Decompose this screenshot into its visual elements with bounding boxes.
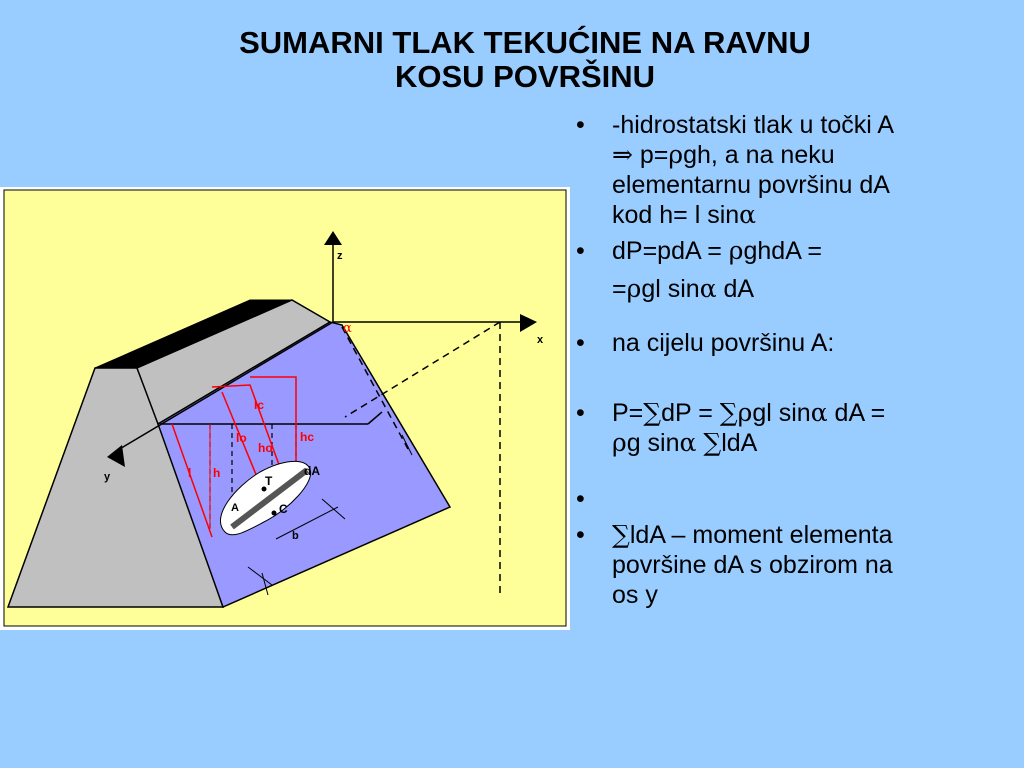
title-line-2: KOSU POVRŠINU bbox=[394, 59, 656, 94]
math-symbol: ρ bbox=[668, 140, 684, 169]
label-x: x bbox=[537, 334, 544, 346]
bullet-dot: • bbox=[576, 237, 585, 265]
bullet-dot: • bbox=[576, 329, 585, 357]
bullet-text: dP = bbox=[661, 399, 720, 427]
figure-svg bbox=[0, 187, 570, 630]
bullet-line bbox=[612, 550, 1016, 580]
bullet-item bbox=[576, 236, 1016, 304]
bullet-text: g sin bbox=[626, 429, 680, 457]
bullet-dot: • bbox=[576, 399, 585, 427]
bullet-item bbox=[576, 520, 1016, 610]
bullet-text: dP=pdA = bbox=[612, 237, 729, 265]
bullet-line bbox=[612, 580, 1016, 610]
bullet-line bbox=[612, 328, 1016, 358]
slide-title bbox=[0, 26, 1024, 94]
math-symbol: ρ bbox=[728, 236, 744, 265]
math-symbol: ∑ bbox=[612, 520, 630, 549]
label-y: y bbox=[104, 471, 111, 483]
bullet-line bbox=[612, 140, 1016, 170]
label-z: z bbox=[337, 250, 343, 262]
bullet-item bbox=[576, 398, 1016, 458]
bullet-text: os y bbox=[612, 581, 658, 609]
bullet-text: na cijelu površinu A: bbox=[612, 329, 835, 357]
bullet-text: -hidrostatski tlak u točki A bbox=[612, 111, 895, 139]
math-symbol: ∑ bbox=[719, 398, 738, 427]
bullet-text: površine dA s obzirom na bbox=[612, 551, 893, 579]
label-l: l bbox=[188, 466, 192, 480]
bullet-dot: • bbox=[576, 521, 585, 549]
label-hc: hc bbox=[300, 430, 315, 444]
bullet-text: ldA bbox=[721, 429, 758, 457]
bullet-text: dA bbox=[716, 275, 755, 303]
bullet-text: kod h= l sin bbox=[612, 201, 740, 229]
math-symbol: α bbox=[699, 274, 717, 303]
bullet-line bbox=[612, 520, 1016, 550]
bullet-text: elementarnu površinu dA bbox=[612, 171, 890, 199]
point-C bbox=[272, 511, 277, 516]
label-lo: lo bbox=[236, 431, 247, 445]
label-alpha: α bbox=[343, 321, 352, 336]
label-b: b bbox=[292, 530, 299, 542]
bullet-item bbox=[576, 110, 1016, 230]
label-C: C bbox=[279, 502, 288, 516]
math-symbol: ∑ bbox=[703, 428, 722, 457]
label-T: T bbox=[265, 474, 273, 488]
bullet-text: gl sin bbox=[641, 275, 700, 303]
bullet-text: dA = bbox=[827, 399, 886, 427]
math-symbol: ∑ bbox=[643, 398, 662, 427]
bullet-line bbox=[612, 170, 1016, 200]
label-dA: dA bbox=[304, 464, 320, 478]
label-lc: lc bbox=[254, 398, 265, 412]
bullet-line bbox=[612, 110, 1016, 140]
bullet-line bbox=[612, 200, 1016, 230]
bullet-line bbox=[612, 236, 1016, 266]
bullet-text: P= bbox=[612, 399, 644, 427]
bullet-list bbox=[576, 110, 1016, 610]
bullet-text: ldA – moment elementa bbox=[629, 521, 893, 549]
bullet-text: ghdA = bbox=[743, 237, 823, 265]
label-ho: ho bbox=[258, 441, 273, 455]
math-symbol: α bbox=[810, 398, 828, 427]
bullet-text: = bbox=[612, 275, 627, 303]
bullet-dot: • bbox=[576, 485, 585, 513]
bullet-line bbox=[612, 484, 1016, 514]
dam-pressure-figure bbox=[0, 187, 570, 630]
label-h: h bbox=[213, 466, 221, 480]
title-line-1: SUMARNI TLAK TEKUĆINE NA RAVNU bbox=[239, 25, 811, 60]
bullet-line bbox=[612, 398, 1016, 428]
math-symbol: ρ bbox=[612, 428, 627, 457]
bullet-text: p= bbox=[632, 141, 669, 169]
math-symbol: ρ bbox=[737, 398, 753, 427]
label-A: A bbox=[231, 502, 239, 514]
math-symbol: α bbox=[739, 200, 757, 229]
bullet-dot: • bbox=[576, 111, 585, 139]
bullet-item bbox=[576, 328, 1016, 358]
bullet-text: gl sin bbox=[752, 399, 811, 427]
bullet-line bbox=[612, 428, 1016, 458]
math-symbol: ⇒ bbox=[612, 140, 633, 169]
math-symbol: ρ bbox=[626, 274, 642, 303]
bullet-text: gh, a na neku bbox=[683, 141, 835, 169]
bullet-item bbox=[576, 484, 1016, 514]
bullet-line bbox=[612, 274, 1016, 304]
math-symbol: α bbox=[679, 428, 697, 457]
